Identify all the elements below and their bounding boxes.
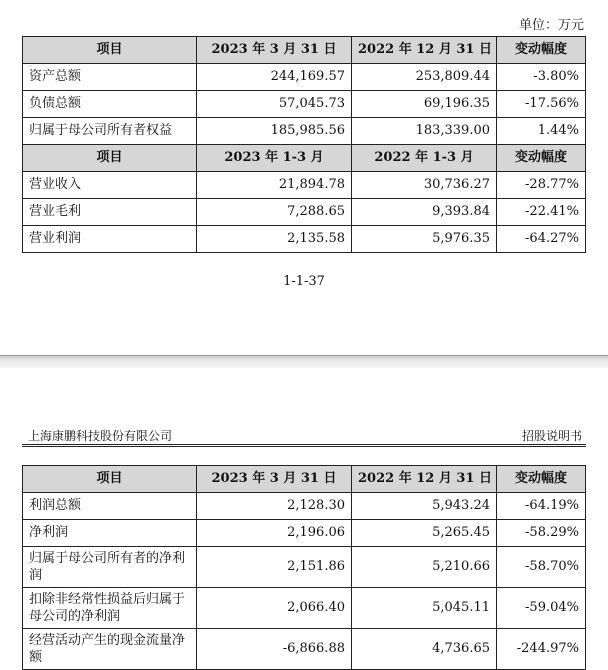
row-change: -58.29% (497, 520, 586, 547)
row-value-current: 2,128.30 (197, 493, 352, 520)
table-row (23, 493, 586, 520)
table1-header-item: 项目 (23, 37, 197, 64)
table-row (23, 588, 586, 629)
table1-header-col1: 2023 年 3 月 31 日 (197, 37, 352, 64)
row-change: -58.70% (497, 547, 586, 588)
row-value-prior: 69,196.35 (352, 91, 497, 118)
table1-header-change: 变动幅度 (497, 37, 586, 64)
table1-header-row-1 (23, 37, 586, 64)
row-label: 净利润 (23, 520, 197, 547)
row-change: -3.80% (497, 64, 586, 91)
table-row (23, 91, 586, 118)
row-value-prior: 30,736.27 (352, 172, 497, 199)
row-label: 负债总额 (23, 91, 197, 118)
row-value-current: 21,894.78 (197, 172, 352, 199)
row-value-prior: 5,265.45 (352, 520, 497, 547)
table1-header-col2: 2022 年 12 月 31 日 (352, 37, 497, 64)
row-change: -17.56% (497, 91, 586, 118)
table-row (23, 226, 586, 253)
row-label: 归属于母公司所有者权益 (23, 118, 197, 145)
row-label: 营业收入 (23, 172, 197, 199)
page-number: 1-1-37 (283, 274, 325, 289)
table1-header2-item: 项目 (23, 145, 197, 172)
row-value-current: 185,985.56 (197, 118, 352, 145)
table-row (23, 172, 586, 199)
table2-header-change: 变动幅度 (497, 466, 586, 493)
row-change: -64.27% (497, 226, 586, 253)
header-rule-top (22, 444, 586, 445)
row-label: 资产总额 (23, 64, 197, 91)
page-separator (0, 356, 608, 368)
header-rule-bottom (22, 446, 586, 447)
table-row (23, 629, 586, 670)
row-value-current: 244,169.57 (197, 64, 352, 91)
row-change: -59.04% (497, 588, 586, 629)
row-change: -64.19% (497, 493, 586, 520)
row-value-current: 2,151.86 (197, 547, 352, 588)
table2-header-row (23, 466, 586, 493)
unit-label: 单位：万元 (518, 18, 584, 33)
table2-header-col2: 2022 年 12 月 31 日 (352, 466, 497, 493)
row-value-current: 2,196.06 (197, 520, 352, 547)
row-change: -244.97% (497, 629, 586, 670)
table2-header-col1: 2023 年 3 月 31 日 (197, 466, 352, 493)
financial-table-2 (22, 465, 586, 670)
table1-header2-col2: 2022 年 1-3 月 (352, 145, 497, 172)
row-value-current: 2,066.40 (197, 588, 352, 629)
table1-header-row-2 (23, 145, 586, 172)
table-row (23, 64, 586, 91)
row-change: -22.41% (497, 199, 586, 226)
row-value-prior: 5,210.66 (352, 547, 497, 588)
row-value-prior: 5,976.35 (352, 226, 497, 253)
row-value-current: 2,135.58 (197, 226, 352, 253)
row-change: -28.77% (497, 172, 586, 199)
table-row (23, 520, 586, 547)
table1-header2-change: 变动幅度 (497, 145, 586, 172)
row-label: 利润总额 (23, 493, 197, 520)
row-label: 经营活动产生的现金流量净额 (23, 629, 197, 670)
table-row (23, 118, 586, 145)
financial-table-1 (22, 36, 586, 253)
row-value-current: 57,045.73 (197, 91, 352, 118)
row-label: 归属于母公司所有者的净利润 (23, 547, 197, 588)
row-value-prior: 183,339.00 (352, 118, 497, 145)
row-value-current: 7,288.65 (197, 199, 352, 226)
row-label: 扣除非经常性损益后归属于母公司的净利润 (23, 588, 197, 629)
table2-header-item: 项目 (23, 466, 197, 493)
row-value-prior: 5,943.24 (352, 493, 497, 520)
row-label: 营业毛利 (23, 199, 197, 226)
table-row (23, 547, 586, 588)
company-name: 上海康鹏科技股份有限公司 (28, 429, 173, 443)
row-label: 营业利润 (23, 226, 197, 253)
table-row (23, 199, 586, 226)
row-value-prior: 5,045.11 (352, 588, 497, 629)
row-value-current: -6,866.88 (197, 629, 352, 670)
document-title: 招股说明书 (521, 429, 582, 443)
row-change: 1.44% (497, 118, 586, 145)
row-value-prior: 9,393.84 (352, 199, 497, 226)
row-value-prior: 253,809.44 (352, 64, 497, 91)
row-value-prior: 4,736.65 (352, 629, 497, 670)
table1-header2-col1: 2023 年 1-3 月 (197, 145, 352, 172)
